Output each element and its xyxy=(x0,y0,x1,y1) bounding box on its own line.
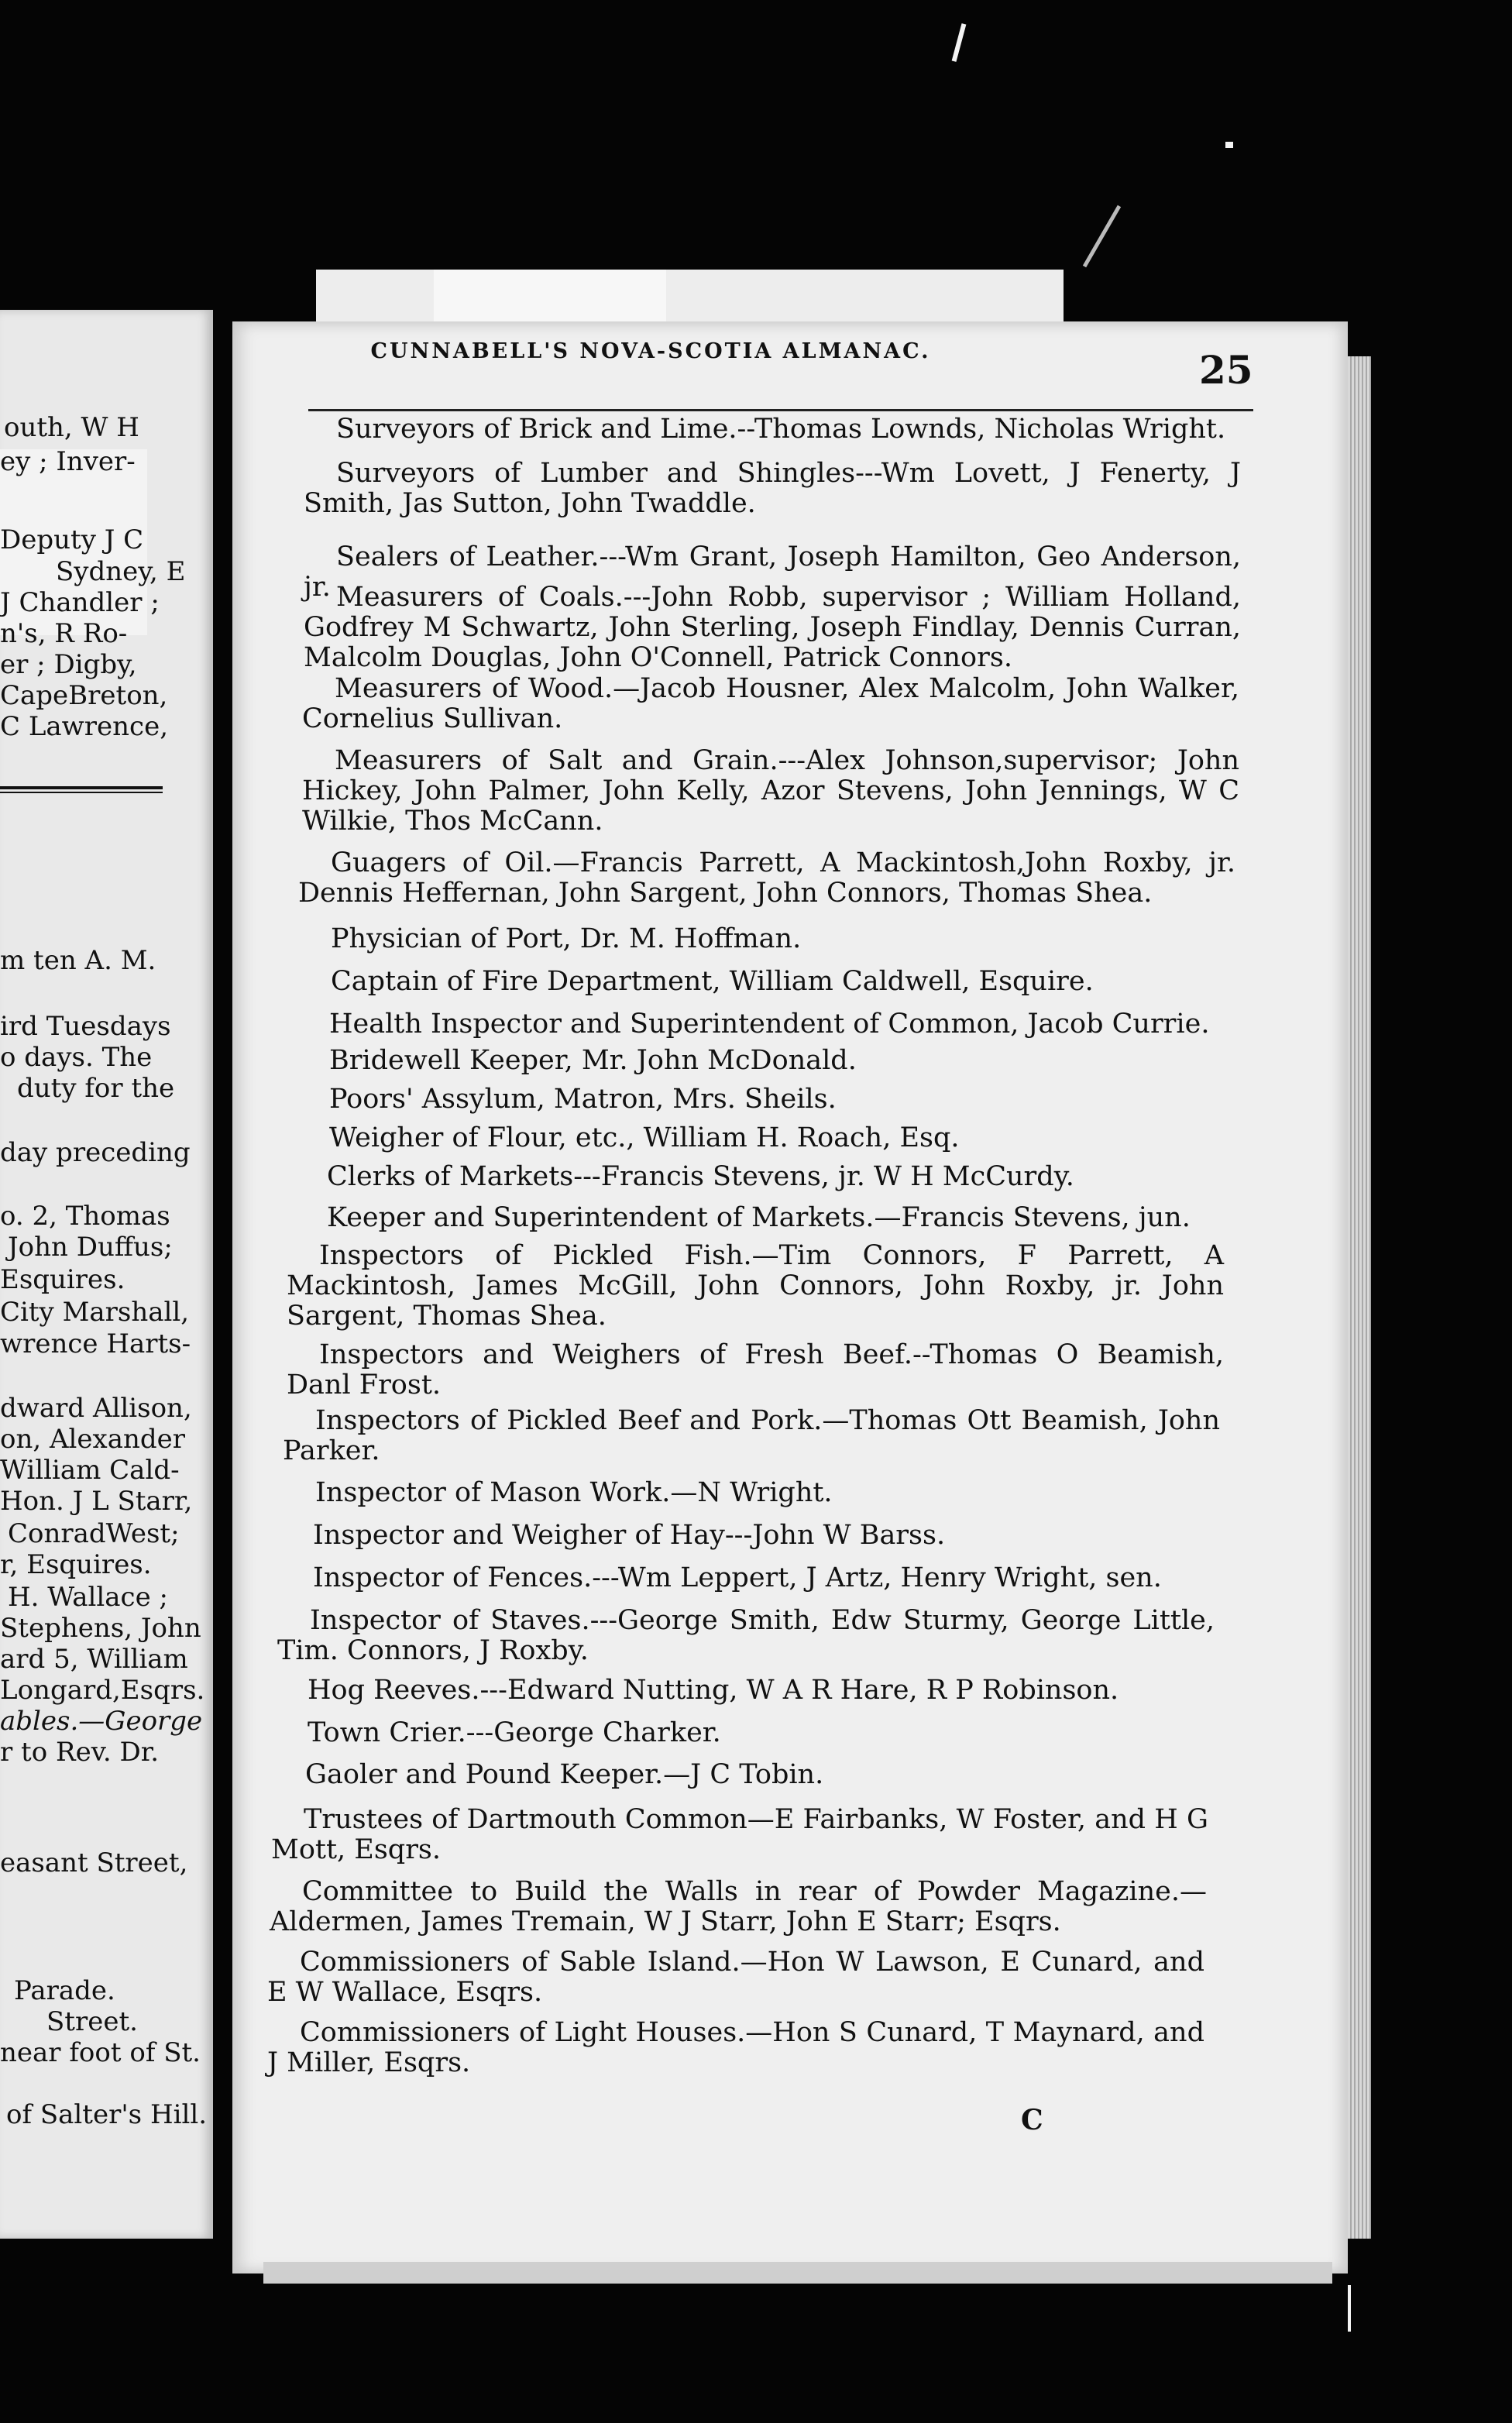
left-line: easant Street, xyxy=(0,1847,188,1878)
left-line: C Lawrence, xyxy=(0,711,169,742)
left-line: outh, W H xyxy=(4,412,139,443)
left-line: Esquires. xyxy=(0,1264,125,1295)
running-header: CUNNABELL'S NOVA-SCOTIA ALMANAC. xyxy=(370,339,931,363)
film-speck xyxy=(1083,205,1121,267)
left-line: ard 5, William xyxy=(0,1644,188,1675)
signature-mark: C xyxy=(1021,2104,1043,2136)
list-item: Measurers of Wood.—Jacob Housner, Alex Malcolm, John Walker, Cornelius Sullivan. xyxy=(302,673,1239,734)
list-item: Poors' Assylum, Matron, Mrs. Sheils. xyxy=(329,1084,837,1115)
list-item: Town Crier.---George Charker. xyxy=(308,1717,721,1748)
page-number: 25 xyxy=(1199,347,1253,393)
list-item: Physician of Port, Dr. M. Hoffman. xyxy=(331,923,802,954)
left-line: er ; Digby, xyxy=(0,649,137,680)
list-item: Clerks of Markets---Francis Stevens, jr. W H McCurdy. xyxy=(327,1161,1074,1192)
list-item: Health Inspector and Superintendent of Common, Jacob Currie. xyxy=(329,1009,1210,1040)
film-speck xyxy=(952,23,967,62)
left-line: ey ; Inver- xyxy=(0,446,136,477)
left-line: Stephens, John xyxy=(0,1613,201,1644)
left-line: o. 2, Thomas xyxy=(0,1201,170,1232)
left-page-fragment xyxy=(0,310,213,2239)
left-line: n's, R Ro- xyxy=(0,618,128,649)
left-line: Parade. xyxy=(14,1975,115,2006)
left-line: Deputy J C xyxy=(0,524,144,555)
left-line: CapeBreton, xyxy=(0,680,168,711)
left-line: wrence Harts- xyxy=(0,1328,191,1359)
left-line: r, Esquires. xyxy=(0,1549,152,1580)
film-speck xyxy=(1225,142,1233,148)
left-line: day preceding xyxy=(0,1137,191,1168)
list-item: Measurers of Coals.---John Robb, supervisor ; William Holland, Godfrey M Schwartz, John Sterling, Joseph Findlay, Dennis Curran, Malcolm Douglas, John O'Connell, Patrick Connors. xyxy=(304,582,1241,673)
left-line: City Marshall, xyxy=(0,1297,190,1328)
left-line: duty for the xyxy=(17,1073,175,1104)
list-item: Inspectors and Weighers of Fresh Beef.--Thomas O Beamish, Danl Frost. xyxy=(287,1339,1224,1401)
film-speck xyxy=(1348,2285,1351,2332)
left-line: William Cald- xyxy=(0,1455,180,1486)
page-edge xyxy=(1348,356,1371,2239)
list-item: Inspector of Staves.---George Smith, Edw Sturmy, George Little, Tim. Connors, J Roxby. xyxy=(277,1605,1215,1666)
left-line: Sydney, E xyxy=(56,556,186,587)
list-item: Inspectors of Pickled Fish.—Tim Connors, F Parrett, A Mackintosh, James McGill, John Connors, John Roxby, jr. John Sargent, Thomas Shea. xyxy=(287,1240,1224,1332)
left-line: near foot of St. xyxy=(0,2037,201,2068)
page-bottom-edge xyxy=(263,2262,1332,2284)
list-item: Captain of Fire Department, William Caldwell, Esquire. xyxy=(331,966,1094,997)
list-item: Gaoler and Pound Keeper.—J C Tobin. xyxy=(305,1759,824,1790)
header-rule xyxy=(308,409,1253,411)
list-item: Inspectors of Pickled Beef and Pork.—Thomas Ott Beamish, John Parker. xyxy=(283,1405,1220,1466)
list-item: Trustees of Dartmouth Common—E Fairbanks, W Foster, and H G Mott, Esqrs. xyxy=(271,1804,1208,1865)
left-line: dward Allison, xyxy=(0,1393,192,1424)
left-line: John Duffus; xyxy=(8,1232,173,1263)
list-item: Inspector and Weigher of Hay---John W Barss. xyxy=(313,1520,946,1551)
list-item: Committee to Build the Walls in rear of Powder Magazine.—Aldermen, James Tremain, W J Starr, John E Starr; Esqrs. xyxy=(270,1876,1207,1937)
left-line: ConradWest; xyxy=(8,1518,180,1549)
left-line: of Salter's Hill. xyxy=(6,2099,208,2130)
list-item: Guagers of Oil.—Francis Parrett, A Mackintosh,John Roxby, jr. Dennis Heffernan, John Sargent, John Connors, Thomas Shea. xyxy=(298,847,1235,909)
left-line: Longard,Esqrs. xyxy=(0,1675,205,1706)
left-line: o days. The xyxy=(0,1042,153,1073)
list-item: Inspector of Fences.---Wm Leppert, J Artz, Henry Wright, sen. xyxy=(313,1562,1162,1593)
list-item: Hog Reeves.---Edward Nutting, W A R Hare, R P Robinson. xyxy=(308,1675,1119,1706)
list-item: Measurers of Salt and Grain.---Alex Johnson,supervisor; John Hickey, John Palmer, John Kelly, Azor Stevens, John Jennings, W C Wilkie, Thos McCann. xyxy=(302,745,1239,837)
left-line: m ten A. M. xyxy=(0,945,156,976)
left-line: Hon. J L Starr, xyxy=(0,1486,193,1517)
left-line: on, Alexander xyxy=(0,1424,186,1455)
left-line: ables.—George xyxy=(0,1706,203,1737)
list-item: Inspector of Mason Work.—N Wright. xyxy=(315,1477,833,1508)
left-line: r to Rev. Dr. xyxy=(0,1737,160,1768)
list-item: Sealers of Leather.---Wm Grant, Joseph Hamilton, Geo Anderson, jr. xyxy=(304,541,1241,603)
left-line: ird Tuesdays xyxy=(0,1011,171,1042)
list-item: Bridewell Keeper, Mr. John McDonald. xyxy=(329,1045,857,1076)
list-item: Commissioners of Sable Island.—Hon W Lawson, E Cunard, and E W Wallace, Esqrs. xyxy=(267,1947,1204,2008)
left-line: J Chandler ; xyxy=(0,587,160,618)
list-item: Commissioners of Light Houses.—Hon S Cunard, T Maynard, and J Miller, Esqrs. xyxy=(267,2017,1204,2078)
left-section-rule xyxy=(0,786,163,793)
left-line: H. Wallace ; xyxy=(8,1582,168,1613)
list-item: Keeper and Superintendent of Markets.—Francis Stevens, jun. xyxy=(327,1202,1191,1233)
list-item: Surveyors of Lumber and Shingles---Wm Lovett, J Fenerty, J Smith, Jas Sutton, John Twaddle. xyxy=(304,458,1241,519)
list-item: Surveyors of Brick and Lime.--Thomas Lownds, Nicholas Wright. xyxy=(336,414,1226,445)
left-line: Street. xyxy=(46,2006,138,2037)
list-item: Weigher of Flour, etc., William H. Roach, Esq. xyxy=(329,1122,960,1153)
